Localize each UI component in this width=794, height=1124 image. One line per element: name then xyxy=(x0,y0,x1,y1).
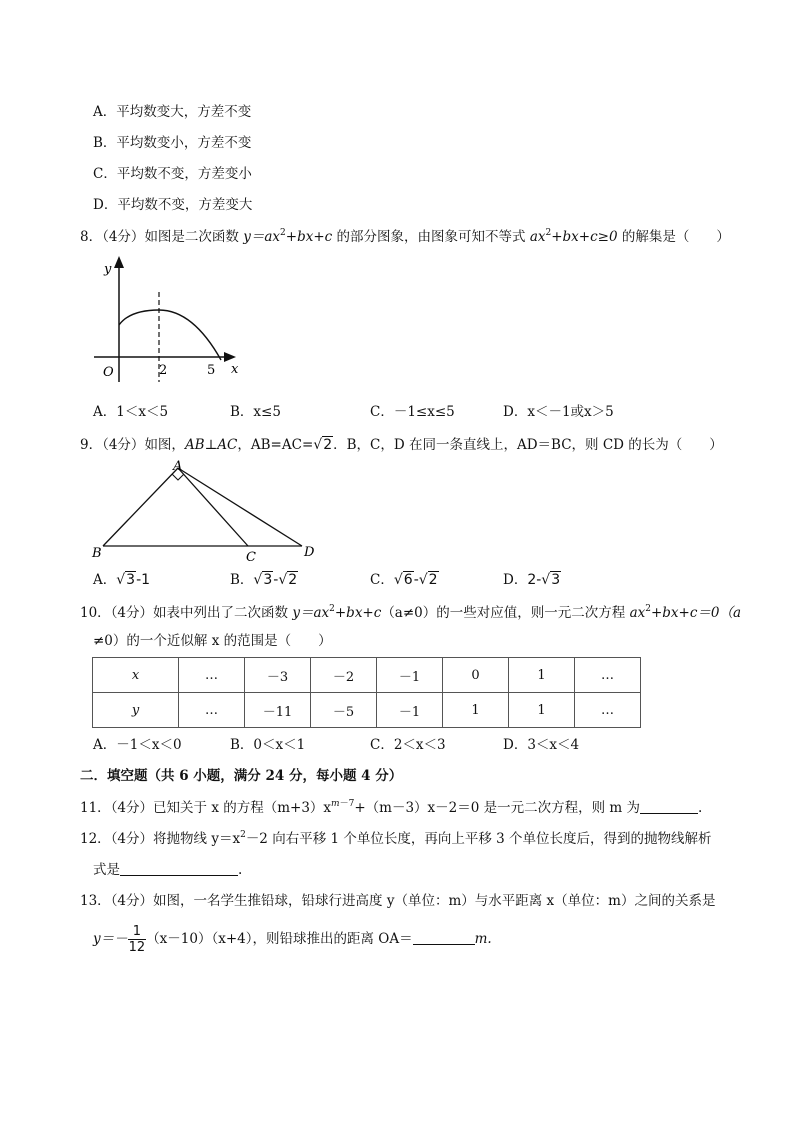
q9-option-b: B．√3-√2 xyxy=(230,572,298,588)
x-label: x xyxy=(231,362,239,377)
label-a: A xyxy=(173,459,183,474)
q9-triangle-figure xyxy=(90,458,330,564)
segment-ad xyxy=(178,468,302,546)
label-b: B xyxy=(92,546,102,561)
origin-label: O xyxy=(103,365,114,380)
q9-stem: 9．（4分）如图，AB⊥AC，AB=AC=√2．B，C，D 在同一条直线上，AD＝BC，则 CD 的长为（ ） xyxy=(80,437,723,453)
q8-option-d: D．x＜－1或x＞5 xyxy=(503,404,614,420)
q10-stem-line1: 10．（4分）如表中列出了二次函数 $y=ax^2+bx+c(a\ne 0)$的一些对应值，则一元二次方程 $ax^2+bx+c=0(a$ xyxy=(80,604,742,621)
fraction-1-12: $\frac{1}{12}$ xyxy=(128,924,146,955)
parabola-curve xyxy=(119,310,221,360)
x-axis-arrow xyxy=(224,352,236,362)
q7-option-b: B．平均数变小，方差不变 xyxy=(93,135,252,151)
q12-answer-blank[interactable] xyxy=(120,861,238,876)
q10-stem-line2: ≠0）的一个近似解 x 的范围是（ ） xyxy=(93,633,332,649)
q10-option-c: C．2＜x＜3 xyxy=(370,737,446,753)
q10-option-d: D．3＜x＜4 xyxy=(503,737,580,753)
q12-stem-line1: 12．（4分）将抛物线 $y=x^2-2$ 向右平移 1 个单位长度，再向上平移 3 个单位长度后，得到的抛物线解析 xyxy=(80,830,712,847)
q11-stem: 11．（4分）已知关于 x 的方程$(m+3)x^{m-7}+(m-3)x-2=0$ 是一元二次方程，则 m 为 . xyxy=(80,799,703,816)
tick-5: 5 xyxy=(207,363,216,378)
q9-option-a: A．√3-1 xyxy=(93,572,151,588)
q8-parabola-graph xyxy=(88,252,248,387)
q11-answer-blank[interactable] xyxy=(640,799,698,814)
q13-answer-blank[interactable] xyxy=(413,930,475,945)
sqrt-2: √2 xyxy=(313,437,333,453)
q10-option-a: A．－1＜x＜0 xyxy=(93,737,182,753)
right-angle-mark xyxy=(172,474,184,480)
label-d: D xyxy=(304,545,315,560)
q7-option-a: A．平均数变大，方差不变 xyxy=(93,104,252,120)
table-row: y … －11 －5 －1 1 1 … xyxy=(93,693,641,728)
tick-2: 2 xyxy=(159,363,168,378)
q13-stem-line2: y＝－ $\frac{1}{12}$ （x－10）（x+4），则铅球推出的距离 OA＝ m. xyxy=(93,924,492,955)
segment-ac xyxy=(178,468,248,546)
q8-option-c: C．－1≤x≤5 xyxy=(370,404,455,420)
q13-stem-line1: 13．（4分）如图，一名学生推铅球，铅球行进高度 y（单位：m）与水平距离 x（单位：m）之间的关系是 xyxy=(80,893,716,909)
q10-option-b: B．0＜x＜1 xyxy=(230,737,306,753)
q9-option-d: D．2-√3 xyxy=(503,572,561,588)
y-axis-arrow xyxy=(114,256,124,268)
q9-option-c: C．√6-√2 xyxy=(370,572,438,588)
q8-option-b: B．x≤5 xyxy=(230,404,281,420)
label-c: C xyxy=(246,550,256,564)
y-label: y xyxy=(104,262,112,277)
q8-stem: 8．（4分）如图是二次函数 $y=ax^2+bx+c$ 的部分图象，由图象可知不等式 $ax^2+bx+c\ge 0$ 的解集是（ ） xyxy=(80,228,730,245)
q7-option-d: D．平均数不变，方差变大 xyxy=(93,197,253,213)
q8-option-a: A．1＜x＜5 xyxy=(93,404,169,420)
q7-option-c: C．平均数不变，方差变小 xyxy=(93,166,252,182)
segment-ab xyxy=(103,468,178,546)
section-2-title: 二．填空题（共 6 小题，满分 24 分，每小题 4 分） xyxy=(80,768,403,784)
table-row: x … －3 －2 －1 0 1 … xyxy=(93,658,641,693)
q10-value-table xyxy=(92,657,641,728)
q12-stem-line2: 式是 . xyxy=(93,862,243,878)
